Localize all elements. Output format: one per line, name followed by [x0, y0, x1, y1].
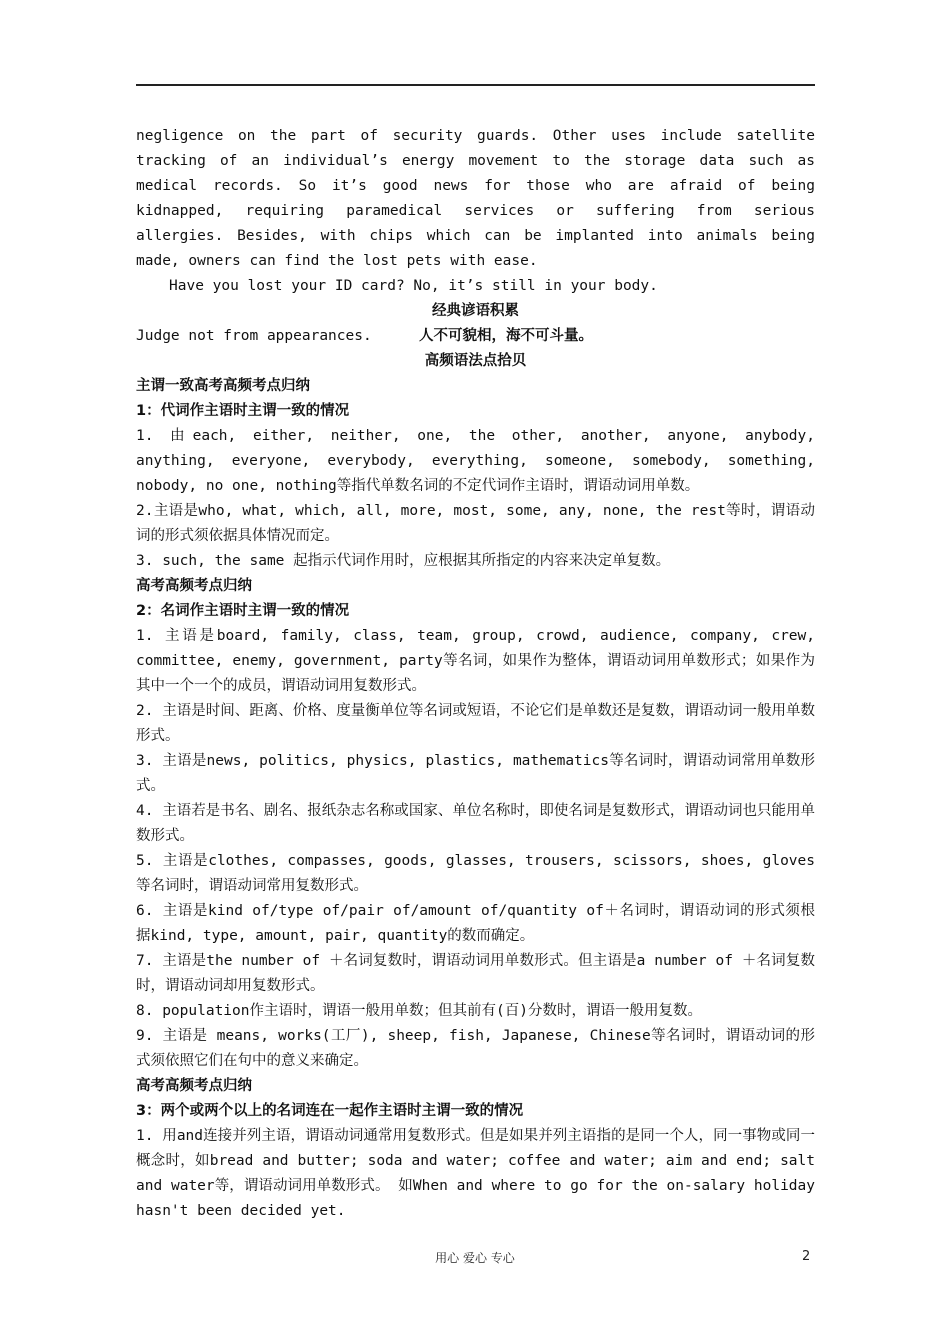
passage-paragraph: negligence on the part of security guards. Other uses include satellite tracking of an individual’s energy movement to the storage data such as medical records. So it’s good news for those who are afraid of being kidnapped, requiring paramedical services or suffering from serious allergies. Besides, with chips which can be implanted into animals being made, owners can find the lost pets with ease. [136, 128, 815, 269]
grammar-item: 7. 主语是the number of ＋名词复数时，谓语动词用单数形式。但主语是a number of ＋名词复数时，谓语动词却用复数形式。 [136, 953, 815, 994]
grammar-item: 5. 主语是clothes, compasses, goods, glasses, trousers, scissors, shoes, gloves等名词时，谓语动词常用复数形式。 [136, 853, 815, 894]
grammar-item: 6. 主语是kind of/type of/pair of/amount of/quantity of＋名词时，谓语动词的形式须根据kind, type, amount, pair, quantity的数而确定。 [136, 903, 815, 944]
grammar-item: 1. 用and连接并列主语，谓语动词通常用复数形式。但是如果并列主语指的是同一个人，同一事物或同一概念时，如bread and butter; soda and water; coffee and water; aim and end; salt and water等，谓语动词用单数形式。 如When and where to go for the on-salary holiday hasn't been decided yet. [136, 1128, 815, 1219]
grammar-heading-1: 主谓一致高考高频考点归纳 [136, 378, 310, 394]
grammar-item: 2. 主语是时间、距离、价格、度量衡单位等名词或短语，不论它们是单数还是复数，谓语动词一般用单数形式。 [136, 703, 815, 744]
grammar-section-title: 高频语法点拾贝 [424, 353, 527, 369]
page-content [136, 124, 815, 1224]
header-rule [136, 84, 815, 86]
grammar-subheading-3: 3：两个或两个以上的名词连在一起作主语时主谓一致的情况 [136, 1103, 524, 1119]
proverb-row [136, 324, 815, 349]
grammar-heading-2: 高考高频考点归纳 [136, 578, 252, 594]
grammar-heading-3: 高考高频考点归纳 [136, 1078, 252, 1094]
proverb-english: Judge not from appearances. [136, 328, 372, 344]
grammar-subheading-1: 1：代词作主语时主谓一致的情况 [136, 403, 350, 419]
grammar-item: 1. 主语是board, family, class, team, group, crowd, audience, company, crew, committee, enemy, government, party等名词，如果作为整体，谓语动词用单数形式；如果作为其中一个一个的成员，谓语动词用复数形式。 [136, 628, 815, 694]
grammar-subheading-2: 2：名词作主语时主谓一致的情况 [136, 603, 350, 619]
grammar-item: 9. 主语是 means, works(工厂), sheep, fish, Japanese, Chinese等名词时，谓语动词的形式须依照它们在句中的意义来确定。 [136, 1028, 815, 1069]
proverb-section-title: 经典谚语积累 [432, 303, 519, 319]
grammar-item: 4. 主语若是书名、剧名、报纸杂志名称或国家、单位名称时，即使名词是复数形式，谓语动词也只能用单数形式。 [136, 803, 815, 844]
grammar-item: 1. 由each, either, neither, one, the other, another, anyone, anybody, anything, everyone, everybody, everything, someone, somebody, something, nobody, no one, nothing等指代单数名词的不定代词作主语时，谓语动词用单数。 [136, 428, 815, 494]
grammar-item: 3. such, the same 起指示代词作用时，应根据其所指定的内容来决定单复数。 [136, 553, 671, 569]
grammar-item: 2.主语是who, what, which, all, more, most, some, any, none, the rest等时，谓语动词的形式须依据具体情况而定。 [136, 503, 815, 544]
grammar-item: 3. 主语是news, politics, physics, plastics, mathematics等名词时，谓语动词常用单数形式。 [136, 753, 815, 794]
footer-motto: 用心 爱心 专心 [435, 1251, 515, 1265]
grammar-item: 8. population作主语时，谓语一般用单数；但其前有(百)分数时，谓语一般用复数。 [136, 1003, 702, 1019]
page-number: 2 [802, 1249, 811, 1264]
proverb-chinese: 人不可貌相，海不可斗量。 [419, 328, 593, 344]
passage-closing: Have you lost your ID card? No, it’s still in your body. [169, 278, 658, 294]
